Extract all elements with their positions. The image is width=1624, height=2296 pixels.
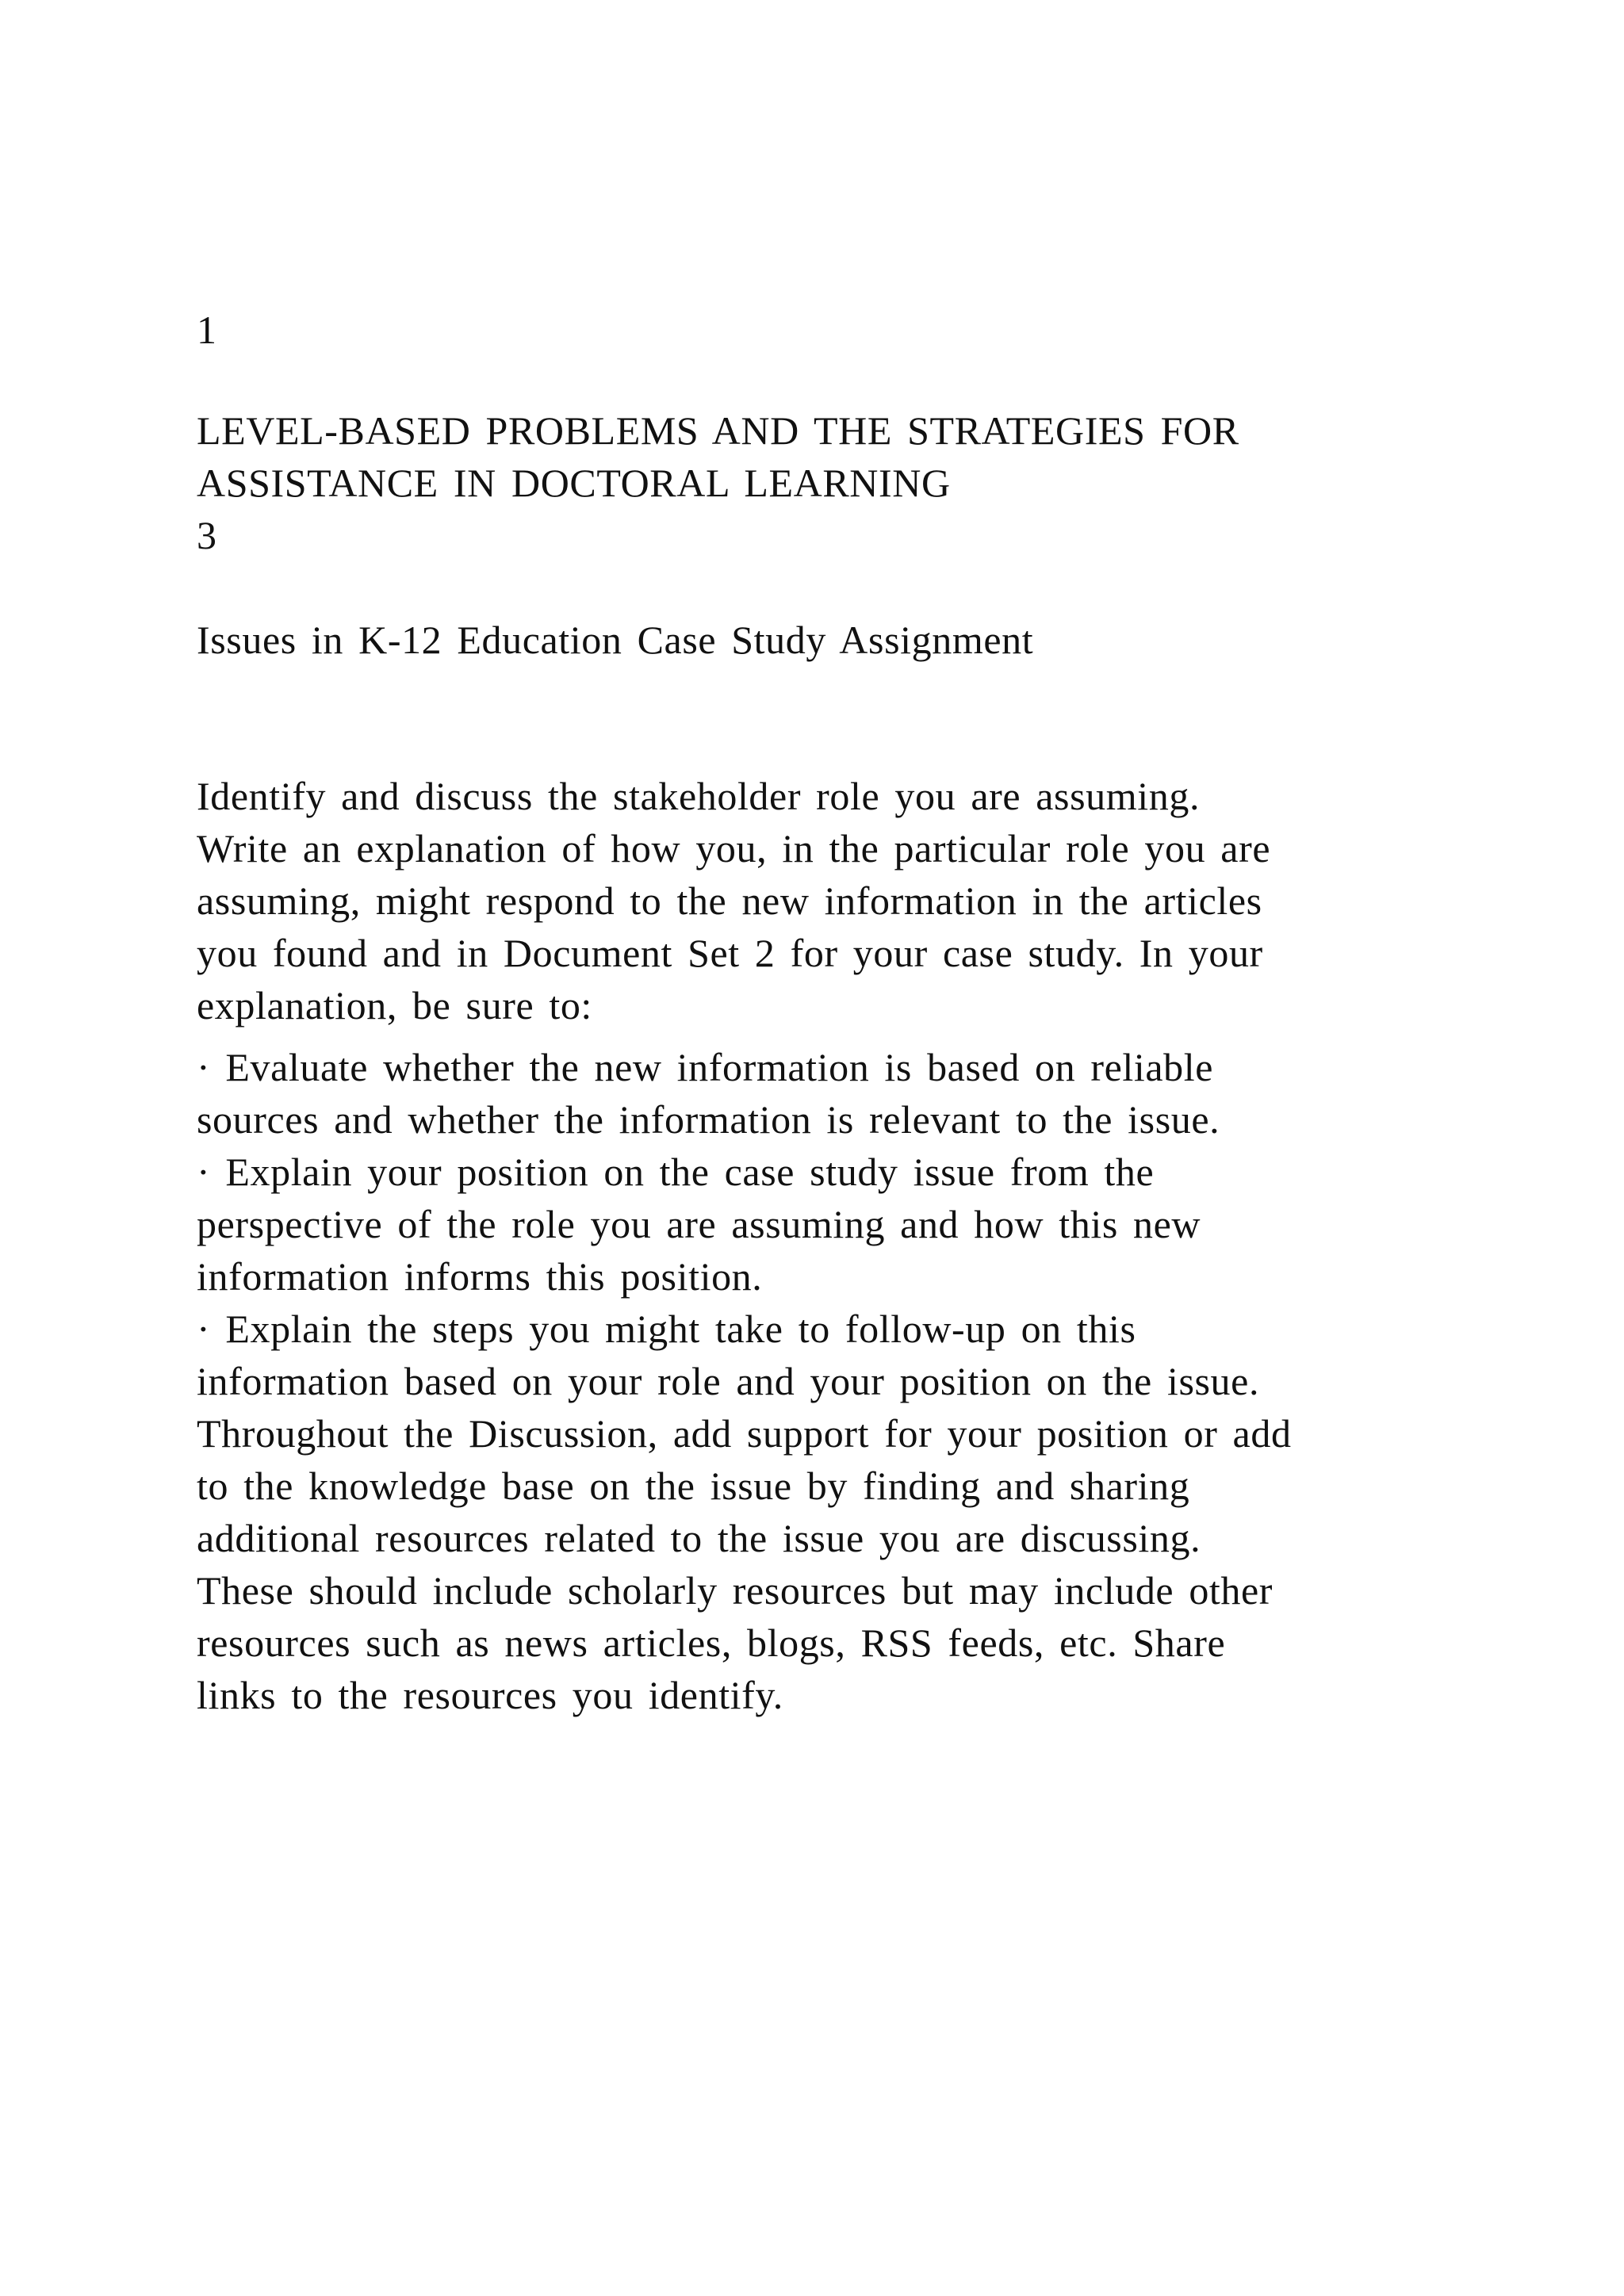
page-number [197, 304, 1497, 356]
bullet-section [197, 1041, 1497, 1721]
bullet-line: · Explain the steps you might take to follow-up on this [197, 1307, 1136, 1351]
running-head-page-ref: 3 [197, 513, 217, 557]
bullet-line: · Explain your position on the case study issue from the [197, 1150, 1155, 1194]
bullet-line: sources and whether the information is relevant to the issue. [197, 1097, 1220, 1142]
intro-paragraph [197, 770, 1497, 1031]
bullet-line: resources such as news articles, blogs, RSS feeds, etc. Share [197, 1621, 1226, 1665]
intro-line: assuming, might respond to the new information in the articles [197, 878, 1262, 923]
bullet-line: to the knowledge base on the issue by finding and sharing [197, 1464, 1190, 1508]
assignment-title-text: Issues in K-12 Education Case Study Assignment [197, 618, 1034, 662]
running-head-line-1: LEVEL-BASED PROBLEMS AND THE STRATEGIES FOR [197, 408, 1239, 453]
bullet-line: information based on your role and your position on the issue. [197, 1359, 1260, 1403]
running-head-line-2: ASSISTANCE IN DOCTORAL LEARNING [197, 461, 951, 505]
bullet-line: Throughout the Discussion, add support for your position or add [197, 1411, 1292, 1456]
bullet-line: · Evaluate whether the new information is based on reliable [197, 1045, 1214, 1089]
bullet-line: information informs this position. [197, 1254, 763, 1299]
bullet-line: perspective of the role you are assuming and how this new [197, 1202, 1201, 1246]
intro-line: explanation, be sure to: [197, 983, 592, 1027]
page-number-text: 1 [197, 308, 217, 352]
bullet-line: additional resources related to the issue you are discussing. [197, 1516, 1201, 1560]
intro-line: Write an explanation of how you, in the particular role you are [197, 826, 1271, 871]
intro-line: Identify and discuss the stakeholder role you are assuming. [197, 774, 1201, 818]
intro-line: you found and in Document Set 2 for your case study. In your [197, 931, 1263, 975]
assignment-title [197, 614, 1497, 666]
bullet-line: links to the resources you identify. [197, 1673, 783, 1717]
running-head [197, 404, 1497, 561]
bullet-line: These should include scholarly resources but may include other [197, 1568, 1274, 1613]
